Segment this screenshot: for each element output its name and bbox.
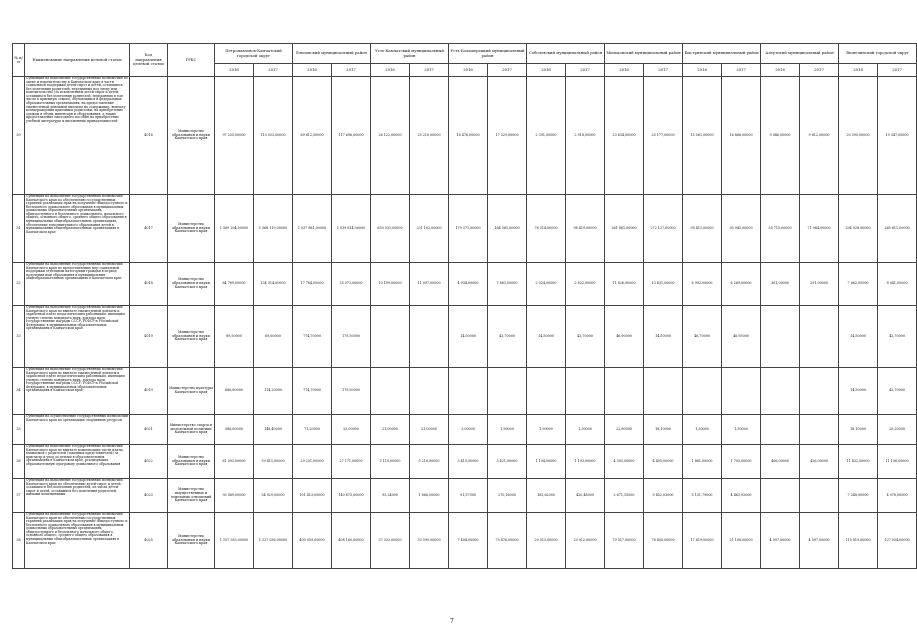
- value-cell: 361,00000: [761, 263, 800, 306]
- region-header: Усть-Большерецкий муниципальный район: [449, 44, 527, 64]
- value-cell: 140 675,00000: [332, 479, 371, 513]
- row-name: Субвенция на выполнение государственных полномочий Камчатского края по предоставлению мер социальной поддержки отдельным категориям граждан в период получения ими образования в муниципальных общеобразовательных организациях в Камчатском крае: [25, 263, 130, 306]
- value-cell: 400 059,00000: [293, 513, 332, 569]
- year-header: 2016: [371, 64, 410, 77]
- value-cell: 1 037 881,00000: [293, 195, 332, 263]
- value-cell: 1 157 355,00000: [215, 513, 254, 569]
- region-header: Алеутский муниципальный район: [761, 44, 839, 64]
- year-header: 2017: [800, 64, 839, 77]
- value-cell: 179,50000: [332, 306, 371, 368]
- value-cell: 23 634,00000: [605, 77, 644, 195]
- value-cell: 774,70000: [293, 368, 332, 415]
- value-cell: 179,50000: [332, 368, 371, 415]
- value-cell: 95,24000: [371, 479, 410, 513]
- value-cell: 1 866,00000: [410, 479, 449, 513]
- row-code: 4018: [130, 263, 168, 306]
- value-cell: 29 231,00000: [293, 445, 332, 479]
- value-cell: 27 171,00000: [332, 445, 371, 479]
- value-cell: 9 612,00000: [800, 77, 839, 195]
- value-cell: 61 093,00000: [215, 445, 254, 479]
- value-cell: 14,50000: [449, 306, 488, 368]
- value-cell: 566,60000: [215, 415, 254, 445]
- year-header: 2016: [761, 64, 800, 77]
- row-code: 4019: [130, 368, 168, 415]
- row-number: 30: [13, 77, 25, 195]
- value-cell: [800, 306, 839, 368]
- value-cell: [488, 368, 527, 415]
- value-cell: 59 415,00000: [254, 445, 293, 479]
- row-grbs: Министерство образования и науки Камчатского края: [168, 263, 215, 306]
- year-header: 2016: [215, 64, 254, 77]
- value-cell: 19 347,00000: [878, 77, 917, 195]
- row-name: Субвенция на выполнение государственных полномочий Камчатского края по выплате компенсации части платы, взимаемой с родителей (законных представителей) за присмотр и уход за детьми в образовательных организациях в Камчатском крае, реализующих образовательную программу дошкольного образования: [25, 445, 130, 479]
- year-header: 2017: [410, 64, 449, 77]
- row-number: 32: [13, 263, 25, 306]
- table-row: [13, 306, 917, 368]
- value-cell: 1,50000: [722, 415, 761, 445]
- row-code: 4016: [130, 77, 168, 195]
- col-header-grbs: ГРБС: [168, 44, 215, 77]
- value-cell: 25 210,00000: [410, 77, 449, 195]
- value-cell: 291,00000: [800, 263, 839, 306]
- value-cell: 686,80000: [215, 368, 254, 415]
- value-cell: 294 028,00000: [839, 195, 878, 263]
- value-cell: 93 589,00000: [215, 479, 254, 513]
- year-header: 2016: [527, 64, 566, 77]
- budget-table: [12, 43, 917, 569]
- value-cell: [410, 368, 449, 415]
- value-cell: 164 581,00000: [488, 195, 527, 263]
- value-cell: 5 131,79000: [683, 479, 722, 513]
- region-header: Быстринский муниципальный район: [683, 44, 761, 64]
- row-grbs: Министерство образования и науки Камчатского края: [168, 77, 215, 195]
- value-cell: 26 122,00000: [371, 77, 410, 195]
- value-cell: 1 193,00000: [566, 445, 605, 479]
- value-cell: 7 404,00000: [449, 513, 488, 569]
- value-cell: 33 599,00000: [410, 513, 449, 569]
- value-cell: [800, 415, 839, 445]
- value-cell: 71 984,00000: [800, 195, 839, 263]
- value-cell: 43,70000: [488, 306, 527, 368]
- value-cell: 1 568 119,00000: [254, 195, 293, 263]
- value-cell: 11 826,00000: [605, 263, 644, 306]
- table-row: [13, 415, 917, 445]
- value-cell: 17 329,00000: [488, 77, 527, 195]
- value-cell: 6 269,00000: [722, 263, 761, 306]
- value-cell: 17 764,00000: [293, 263, 332, 306]
- value-cell: 3 421,00000: [488, 445, 527, 479]
- value-cell: 4 305,00000: [605, 445, 644, 479]
- value-cell: 95 945,00000: [722, 195, 761, 263]
- value-cell: 14,50000: [839, 306, 878, 368]
- value-cell: 91,57000: [449, 479, 488, 513]
- value-cell: 650 031,00000: [371, 195, 410, 263]
- value-cell: 69,60000: [254, 306, 293, 368]
- row-name: Субвенция на выполнение государственных полномочий Камчатского края по обеспечению государственных гарантий реализации прав на получение общедоступного и бесплатного дошкольного образования в муниципальных дошкольных образовательных организациях, общедоступного и бесплатного дошкольного, начального общего, основного общего, среднего общего образования в муниципальных общеобразовательных организациях, обеспечение дополнительного образования детей в муниципальных общеобразовательных организациях в Камчатском крае: [25, 195, 130, 263]
- row-number: 31: [13, 195, 25, 263]
- value-cell: 117 696,00000: [332, 77, 371, 195]
- value-cell: [800, 368, 839, 415]
- value-cell: [722, 368, 761, 415]
- value-cell: 16 476,00000: [449, 77, 488, 195]
- row-name: Субвенция на выполнение государственных полномочий Камчатского края по обеспечению государственных гарантий реализации прав на получение общедоступного и бесплатного дошкольного образования в муниципальных дошкольных образовательных организациях, общедоступного и бесплатного начального общего, основного общего, среднего общего образования в муниципальных общеобразовательных организациях в Камчатском крае: [25, 513, 130, 569]
- value-cell: 127 034,00000: [878, 513, 917, 569]
- value-cell: 1 861,00000: [683, 445, 722, 479]
- value-cell: 2 671,15000: [605, 479, 644, 513]
- value-cell: 5 216,00000: [410, 445, 449, 479]
- row-name: Субвенция на выполнение государственных полномочий Камчатского края по выплате ежемесячной доплаты к заработной плате педагогическим работникам, имеющим ученую степень кандидата наук, доктора наук, государственные награды СССР, РСФСР и Российской Федерации, в муниципальных образовательных организациях в Камчатском крае: [25, 368, 130, 415]
- value-cell: 54 929,00000: [254, 479, 293, 513]
- row-name: Субвенция на выполнение государственных полномочий Камчатского края по обеспечению детей-сирот и детей, оставшихся без попечения родителей, из числа детей-сирот и детей, оставшихся без попечения родителей, жилыми помещениями: [25, 479, 130, 513]
- value-cell: [761, 415, 800, 445]
- value-cell: [410, 306, 449, 368]
- value-cell: 115 819,00000: [839, 513, 878, 569]
- value-cell: 7 863,00000: [488, 263, 527, 306]
- table-row: [13, 263, 917, 306]
- region-header: Елизовский муниципальный район: [293, 44, 371, 64]
- value-cell: 265 611,00000: [878, 195, 917, 263]
- value-cell: 43,70000: [878, 368, 917, 415]
- value-cell: 16 866,00000: [722, 77, 761, 195]
- value-cell: 3 415,00000: [449, 445, 488, 479]
- year-header: 2016: [293, 64, 332, 77]
- region-header: Соболевский муниципальный район: [527, 44, 605, 64]
- value-cell: 4 097,00000: [761, 513, 800, 569]
- value-cell: 5 119,00000: [371, 445, 410, 479]
- value-cell: 20 513,00000: [527, 513, 566, 569]
- value-cell: [761, 368, 800, 415]
- table-row: [13, 195, 917, 263]
- value-cell: 420,48000: [566, 479, 605, 513]
- row-number: 33: [13, 306, 25, 368]
- value-cell: 43,70000: [878, 306, 917, 368]
- row-name: Субвенция на выполнение государственных полномочий Камчатского края по выплате ежемесячной доплаты к заработной плате педагогическим работникам, имеющим ученую степень кандидата наук, доктора наук, государственные награды СССР, РСФСР и Российской Федерации, в муниципальных образовательных организациях в Камчатском крае: [25, 306, 130, 368]
- region-header: Петропавловск-Камчатский городской округ: [215, 44, 293, 64]
- row-code: 4017: [130, 195, 168, 263]
- row-code: 4019: [130, 306, 168, 368]
- row-number: 34: [13, 368, 25, 415]
- value-cell: 406,00000: [761, 445, 800, 479]
- value-cell: [761, 306, 800, 368]
- value-cell: 231 102,00000: [410, 195, 449, 263]
- value-cell: 1 569 294,00000: [215, 195, 254, 263]
- year-header: 2016: [449, 64, 488, 77]
- year-header: 2017: [332, 64, 371, 77]
- value-cell: 272 127,00000: [644, 195, 683, 263]
- value-cell: 25 177,00000: [644, 77, 683, 195]
- col-header-code: Код направления целевой статьи: [130, 44, 168, 77]
- value-cell: 270,16000: [488, 479, 527, 513]
- table-row: [13, 77, 917, 195]
- row-grbs: Министерство образования и науки Камчатского края: [168, 513, 215, 569]
- row-code: 4023: [130, 479, 168, 513]
- row-code: 4022: [130, 445, 168, 479]
- value-cell: 4 934,00000: [449, 263, 488, 306]
- value-cell: 20 012,00000: [566, 513, 605, 569]
- value-cell: 3,00000: [449, 415, 488, 445]
- value-cell: 774,70000: [293, 306, 332, 368]
- table-body: [13, 77, 917, 569]
- value-cell: 7 248,00000: [839, 479, 878, 513]
- value-cell: 18,10000: [644, 415, 683, 445]
- value-cell: 134 314,00000: [254, 263, 293, 306]
- table-row: [13, 445, 917, 479]
- region-header: Усть-Камчатский муниципальный район: [371, 44, 449, 64]
- value-cell: 2 918,00000: [566, 77, 605, 195]
- value-cell: 70 517,00000: [605, 513, 644, 569]
- value-cell: 426,00000: [800, 445, 839, 479]
- value-cell: 18,10000: [839, 415, 878, 445]
- year-header: 2017: [644, 64, 683, 77]
- value-cell: [761, 479, 800, 513]
- year-header: 2017: [566, 64, 605, 77]
- year-header: 2017: [254, 64, 293, 77]
- value-cell: 14,50000: [839, 368, 878, 415]
- value-cell: [800, 479, 839, 513]
- value-cell: [371, 368, 410, 415]
- value-cell: 20 390,00000: [839, 77, 878, 195]
- value-cell: 148,40000: [254, 415, 293, 445]
- row-grbs: Министерство культуры Камчатского края: [168, 368, 215, 415]
- row-code: 4025: [130, 513, 168, 569]
- value-cell: 46,70000: [683, 306, 722, 368]
- region-header: Вилючинский городской округ: [839, 44, 917, 64]
- table-row: [13, 479, 917, 513]
- value-cell: 1 127 036,00000: [254, 513, 293, 569]
- value-cell: 261 881,00000: [605, 195, 644, 263]
- row-name: Субвенция на осуществление государственных полномочий Камчатского края по организации спортивных ресурсов: [25, 415, 130, 445]
- value-cell: 13 431,00000: [644, 263, 683, 306]
- value-cell: 15 561,00000: [683, 77, 722, 195]
- value-cell: 9 452,03000: [644, 479, 683, 513]
- value-cell: 4 463,92000: [722, 479, 761, 513]
- value-cell: 95 411,00000: [683, 195, 722, 263]
- value-cell: 2 391,00000: [527, 77, 566, 195]
- row-grbs: Министерство образования и науки Камчатского края: [168, 445, 215, 479]
- col-header-name: Наименование направления целевой статьи: [25, 44, 130, 77]
- row-grbs: Министерство имущественных и земельных отношений Камчатского края: [168, 479, 215, 513]
- value-cell: 97 235,00000: [215, 77, 254, 195]
- value-cell: 98 419,00000: [566, 195, 605, 263]
- value-cell: 1 793,00000: [722, 445, 761, 479]
- value-cell: 21,00000: [410, 415, 449, 445]
- value-cell: 1,30000: [566, 415, 605, 445]
- value-cell: 4 976,00000: [878, 479, 917, 513]
- value-cell: [644, 368, 683, 415]
- row-number: 36: [13, 445, 25, 479]
- value-cell: 84 769,00000: [215, 263, 254, 306]
- value-cell: 1 194,00000: [527, 445, 566, 479]
- value-cell: 17 619,00000: [683, 513, 722, 569]
- value-cell: 10 199,00000: [371, 263, 410, 306]
- year-header: 2017: [488, 64, 527, 77]
- value-cell: 11 097,00000: [410, 263, 449, 306]
- value-cell: [527, 368, 566, 415]
- value-cell: 101 413,00000: [293, 479, 332, 513]
- value-cell: 25,00000: [332, 415, 371, 445]
- value-cell: 25 073,00000: [332, 263, 371, 306]
- value-cell: 76 314,00000: [527, 195, 566, 263]
- value-cell: 179 371,00000: [449, 195, 488, 263]
- year-header: 2016: [605, 64, 644, 77]
- value-cell: 78 405,00000: [644, 513, 683, 569]
- value-cell: 22,80000: [605, 415, 644, 445]
- table-row: [13, 368, 917, 415]
- row-number: 38: [13, 513, 25, 569]
- value-cell: 1,30000: [683, 415, 722, 445]
- value-cell: 2 024,00000: [527, 263, 566, 306]
- value-cell: 4 597,00000: [800, 513, 839, 569]
- value-cell: 75 476,00000: [488, 513, 527, 569]
- row-grbs: Министерство образования и науки Камчатского края: [168, 195, 215, 263]
- value-cell: 408 160,00000: [332, 513, 371, 569]
- value-cell: 20,20000: [878, 415, 917, 445]
- row-code: 4021: [130, 415, 168, 445]
- row-number: 37: [13, 479, 25, 513]
- value-cell: 71,20000: [293, 415, 332, 445]
- value-cell: 1,90000: [488, 415, 527, 445]
- year-header: 2016: [683, 64, 722, 77]
- col-header-no: № п/п: [13, 44, 25, 77]
- value-cell: 7 062,00000: [839, 263, 878, 306]
- value-cell: 14,50000: [527, 306, 566, 368]
- value-cell: 46,90000: [605, 306, 644, 368]
- header-row-regions: [13, 44, 917, 64]
- value-cell: 55 715,00000: [761, 195, 800, 263]
- value-cell: 46,95000: [722, 306, 761, 368]
- value-cell: 1,90000: [527, 415, 566, 445]
- year-header: 2016: [839, 64, 878, 77]
- value-cell: 43,70000: [566, 306, 605, 368]
- value-cell: 8 041,00000: [878, 263, 917, 306]
- value-cell: [605, 368, 644, 415]
- value-cell: [566, 368, 605, 415]
- value-cell: 6 992,00000: [683, 263, 722, 306]
- value-cell: 11 432,00000: [839, 445, 878, 479]
- value-cell: 89,50000: [215, 306, 254, 368]
- year-header: 2017: [878, 64, 917, 77]
- value-cell: 11 156,00000: [878, 445, 917, 479]
- value-cell: [683, 368, 722, 415]
- value-cell: [371, 306, 410, 368]
- year-header: 2017: [722, 64, 761, 77]
- region-header: Мильковский муниципальный район: [605, 44, 683, 64]
- value-cell: [449, 368, 488, 415]
- value-cell: 4 495,00000: [644, 445, 683, 479]
- row-grbs: Министерство образования и науки Камчатского края: [168, 306, 215, 368]
- row-grbs: Министерство спорта и молодежной политики Камчатского края: [168, 415, 215, 445]
- value-cell: 163,62000: [527, 479, 566, 513]
- value-cell: 9 046,00000: [761, 77, 800, 195]
- row-number: 35: [13, 415, 25, 445]
- value-cell: 21 108,00000: [722, 513, 761, 569]
- value-cell: 2 622,00000: [566, 263, 605, 306]
- table-row: [13, 513, 917, 569]
- value-cell: 114,20000: [254, 368, 293, 415]
- value-cell: 69 612,50000: [293, 77, 332, 195]
- value-cell: 21,00000: [371, 415, 410, 445]
- page-number: 7: [450, 618, 454, 625]
- value-cell: 37 333,00000: [371, 513, 410, 569]
- row-name: Субвенция на выполнение государственных полномочий по опеке и попечительству в Камчатском крае в части социальной поддержки детей-сирот и детей, оставшихся без попечения родителей, переданных под опеку или попечительство (за исключением детей-сирот и детей, оставшихся без попечения родителей, переданных в том числе в приемную семью), обучающихся в федеральных образовательных организациях, на предоставление ежемесячной денежной выплаты на содержание, выплату вознаграждения приемным родителям, на приобретение одежды и обуви, инвентаря и оборудования, а также предоставление ежегодного пособия на приобретение учебной литературы и письменных принадлежностей: [25, 77, 130, 195]
- value-cell: 14,50000: [644, 306, 683, 368]
- value-cell: 1 039 614,00000: [332, 195, 371, 263]
- value-cell: 115 033,00000: [254, 77, 293, 195]
